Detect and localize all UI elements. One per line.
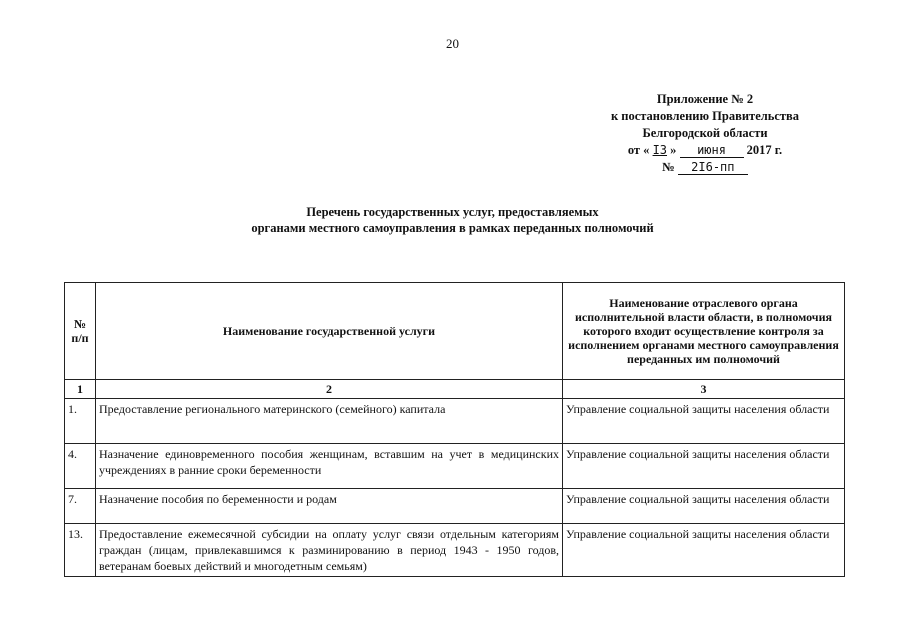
row-num: 4. — [65, 444, 96, 489]
date-month: июня — [697, 143, 726, 157]
table-row — [65, 489, 845, 524]
date-day: I3 — [652, 143, 668, 157]
number-prefix: № — [662, 160, 675, 174]
row-service: Назначение пособия по беременности и родам — [96, 489, 563, 524]
table-row — [65, 524, 845, 577]
table-row — [65, 399, 845, 444]
column-number: 3 — [563, 380, 845, 399]
document-title — [0, 204, 905, 236]
row-num: 13. — [65, 524, 96, 577]
column-number-row — [65, 380, 845, 399]
date-month-field — [680, 144, 744, 158]
row-service: Назначение единовременного пособия женщинам, вставшим на учет в медицинских учреждениях в ранние сроки беременности — [96, 444, 563, 489]
row-num: 7. — [65, 489, 96, 524]
row-agency: Управление социальной защиты населения области — [563, 524, 845, 577]
appendix-line-2: к постановлению Правительства — [610, 109, 800, 123]
appendix-line-3: Белгородской области — [642, 126, 768, 140]
table-row — [65, 444, 845, 489]
header-agency: Наименование отраслевого органа исполнительной власти области, в полномочия которого входит осуществление контроля за исполнением органами местного самоуправления переданных им полномочий — [563, 283, 845, 380]
number-value: 2I6-пп — [691, 160, 735, 174]
appendix-number — [560, 159, 850, 176]
column-number: 1 — [65, 380, 96, 399]
title-line-1: Перечень государственных услуг, предоставляемых — [306, 205, 599, 219]
date-mid: » — [670, 143, 677, 157]
date-prefix: от « — [627, 143, 650, 157]
header-num: № п/п — [65, 283, 96, 380]
column-number: 2 — [96, 380, 563, 399]
row-num: 1. — [65, 399, 96, 444]
table-header-row — [65, 283, 845, 380]
row-service: Предоставление регионального материнского (семейного) капитала — [96, 399, 563, 444]
page-number: 20 — [446, 36, 459, 51]
services-table — [64, 282, 845, 577]
row-agency: Управление социальной защиты населения области — [563, 399, 845, 444]
number-field — [678, 161, 748, 175]
row-agency: Управление социальной защиты населения области — [563, 444, 845, 489]
row-service: Предоставление ежемесячной субсидии на оплату услуг связи отдельным категориям граждан (лицам, привлекавшимся к разминированию в период 1943 - 1950 годов, ветеранам боевых действий и многодетным семьям) — [96, 524, 563, 577]
appendix-line-1: Приложение № 2 — [656, 92, 754, 106]
appendix-date — [560, 142, 850, 159]
row-agency: Управление социальной защиты населения области — [563, 489, 845, 524]
title-line-2: органами местного самоуправления в рамках переданных полномочий — [251, 221, 654, 235]
date-year: 2017 г. — [746, 143, 783, 157]
appendix-header — [560, 91, 850, 176]
header-service: Наименование государственной услуги — [96, 283, 563, 380]
